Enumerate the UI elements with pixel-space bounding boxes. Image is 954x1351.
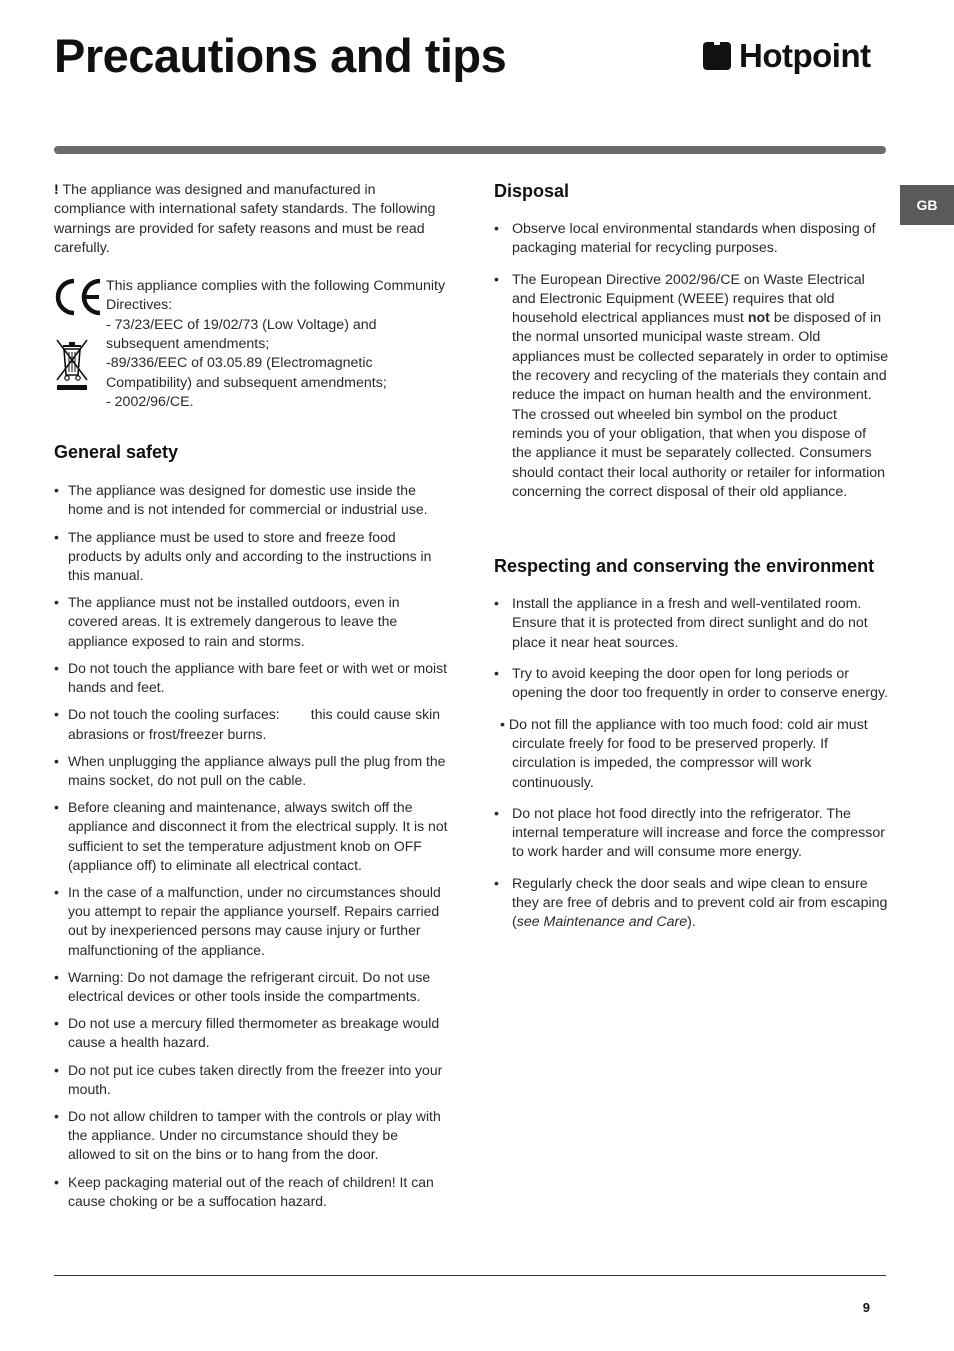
list-item: • In the case of a malfunction, under no circumstances should you attempt to repair the appliance yourself. Repairs carried out by inexperienced persons may cause injury or further malfunctioning of the appliance. (54, 883, 449, 960)
intro-paragraph (54, 181, 449, 258)
general-safety-heading: General safety (54, 442, 179, 463)
list-item: • Observe local environmental standards when disposing of packaging material for recycling purposes. (494, 220, 889, 259)
list-item: • The appliance must be used to store and freeze food products by adults only and according to the instructions in this manual. (54, 528, 449, 586)
page-number: 9 (862, 1300, 870, 1315)
list-item: • Keep packaging material out of the reach of children! It can cause choking or be a suffocation hazard. (54, 1173, 449, 1211)
list-item: • Do not put ice cubes taken directly from the freezer into your mouth. (54, 1061, 449, 1099)
list-item: • The appliance must not be installed outdoors, even in covered areas. It is extremely dangerous to leave the appliance exposed to rain and storms. (54, 593, 449, 651)
list-item (494, 875, 889, 933)
hotpoint-logo-icon (703, 42, 731, 70)
directive-line: - 2002/96/CE. (106, 393, 194, 410)
environment-list (494, 595, 889, 932)
list-item: • Warning: Do not damage the refrigerant circuit. Do not use electrical devices or other tools inside the compartments. (54, 968, 449, 1006)
directive-line: -89/336/EEC of 03.05.89 (Electromagnetic Compatibility) and subsequent amendments; (106, 355, 387, 391)
door-seals-text-start: Regularly check the door seals and wipe clean to ensure they are free of debris and to prevent cold air from escaping ( (512, 875, 888, 931)
list-item: • The appliance was designed for domestic use inside the home and is not intended for commercial or industrial use. (54, 481, 449, 519)
directives-text (106, 277, 449, 412)
list-item: • Do not place hot food directly into the refrigerator. The internal temperature will increase and force the compressor to work harder and will consume more energy. (494, 805, 889, 863)
list-item (494, 271, 889, 503)
weee-text-start: The European Directive 2002/96/CE on Waste Electrical and Electronic Equipment (WEEE) requires that old household electrical appliances must (512, 271, 865, 327)
footer-divider (54, 1275, 886, 1276)
warning-exclamation: ! (54, 182, 59, 198)
list-item: • Before cleaning and maintenance, always switch off the appliance and disconnect it from the electrical supply. It is not sufficient to set the temperature adjustment knob on OFF (appliance off) to eliminate all electrical contact. (54, 798, 449, 875)
page-title: Precautions and tips (54, 29, 507, 82)
left-column (54, 181, 449, 1219)
hotpoint-logo (703, 38, 871, 74)
list-item: • Do not fill the appliance with too much food: cold air must circulate freely for food to be preserved properly. If circulation is impeded, the compressor will work continuously. (500, 716, 868, 791)
list-item: • When unplugging the appliance always pull the plug from the mains socket, do not pull on the cable. (54, 752, 449, 790)
list-item: • Do not touch the cooling surfaces: this could cause skin abrasions or frost/freezer burns. (54, 705, 449, 743)
language-tab: GB (900, 185, 954, 225)
list-item: • Do not touch the appliance with bare feet or with wet or moist hands and feet. (54, 659, 449, 697)
right-column (494, 181, 889, 945)
header-divider (54, 146, 886, 154)
crossed-out-wheeled-bin-icon (54, 337, 90, 391)
maintenance-reference: see Maintenance and Care (516, 914, 688, 931)
disposal-heading: Disposal (494, 181, 570, 201)
brand-name: Hotpoint (739, 37, 871, 74)
list-item: • Do not allow children to tamper with the controls or play with the appliance. Under no circumstance should they be allowed to sit on the bins or to hang from the door. (54, 1107, 449, 1165)
intro-text: The appliance was designed and manufactured in compliance with international safety standards. The following warnings are provided for safety reasons and must be read carefully. (54, 182, 436, 256)
directives-block (54, 277, 449, 412)
ce-mark-icon (54, 277, 104, 317)
weee-text-end: be disposed of in the normal unsorted municipal waste stream. Old appliances must be collected separately in order to optimise the recovery and recycling of the materials they contain and reduce the impact on human health and the environment. The crossed out wheeled bin symbol on the product reminds you of your obligation, that when you dispose of the appliance it must be separately collected. Consumers should contact their local authority or retailer for information concerning the correct disposal of their old appliance. (512, 310, 889, 500)
environment-heading: Respecting and conserving the environment (494, 556, 875, 577)
list-item: • Do not use a mercury filled thermometer as breakage would cause a health hazard. (54, 1014, 449, 1052)
general-safety-list (54, 481, 449, 1211)
list-item: • Try to avoid keeping the door open for long periods or opening the door too frequently in order to conserve energy. (494, 665, 889, 704)
directive-line: - 73/23/EEC of 19/02/73 (Low Voltage) and subsequent amendments; (106, 316, 377, 353)
disposal-list (494, 220, 889, 502)
list-item: • Install the appliance in a fresh and well-ventilated room. Ensure that it is protected from direct sunlight and do not place it near heat sources. (494, 595, 889, 653)
directive-line: This appliance complies with the following Community Directives: (106, 278, 446, 314)
door-seals-text-end: ). (687, 914, 696, 931)
weee-text-bold: not (747, 310, 770, 327)
